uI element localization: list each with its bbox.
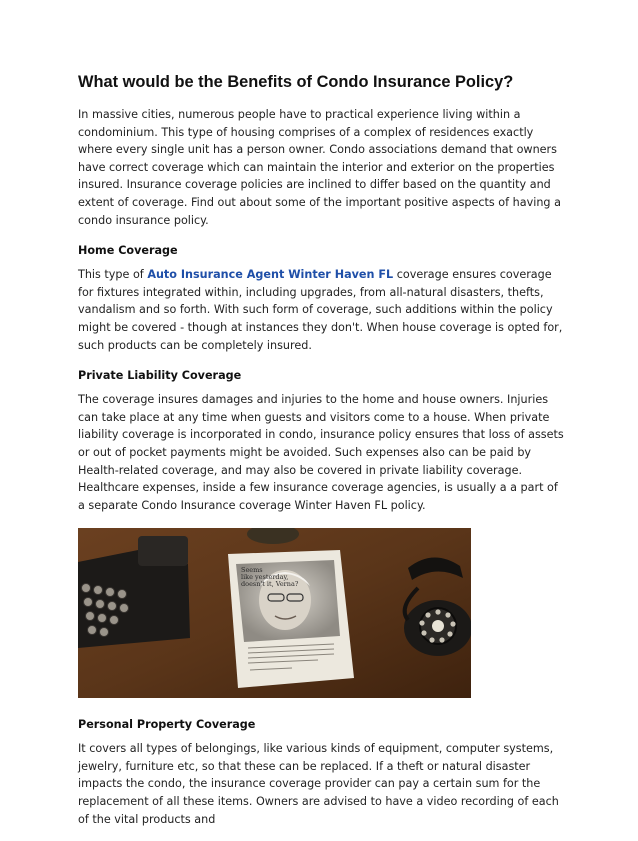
vintage-ad-photo <box>78 528 471 698</box>
ad-headline-line1: Seems <box>241 566 263 575</box>
home-coverage-text-end: coverage ensures coverage for fixtures integrated within, including upgrades, from all-natural disasters, thefts, vandalism and so forth. With such form of coverage, such additions within the policy might be covered - though at instances they don't. When house coverage is opted for, such products can be completely insured. <box>78 268 563 352</box>
auto-insurance-agent-link[interactable]: Auto Insurance Agent Winter Haven FL <box>147 268 394 282</box>
private-liability-paragraph: The coverage insures damages and injuries to the home and house owners. Injuries can take place at any time when guests and visitors come to a house. When private liability coverage is incorporated in condo, insurance policy ensures that loss of assets or out of pocket payments might be avoided. Such expenses also can be paid by Health-related coverage, and may also be covered in private liability coverage. Healthcare expenses, inside a few insurance coverage agencies, is usually a a part of a separate Condo Insurance coverage Winter Haven FL policy. <box>78 393 564 512</box>
article <box>78 72 568 841</box>
ad-headline-line2: like yesterday, <box>241 573 289 582</box>
magazine-advertisement <box>228 550 354 688</box>
section-heading-home-coverage: Home Coverage <box>78 244 178 258</box>
section-heading-personal-property: Personal Property Coverage <box>78 718 256 732</box>
page-title: What would be the Benefits of Condo Insurance Policy? <box>78 73 514 91</box>
ad-headline-line3: doesn't it, Verna? <box>241 580 299 589</box>
intro-paragraph: In massive cities, numerous people have to practical experience living within a condominium. This type of housing comprises of a complex of residences exactly where every single unit has a person owner. Condo associations demand that owners have correct coverage which can maintain the interior and exterior on the properties insured. Insurance coverage policies are inclined to differ based on the quantity and extent of coverage. Find out about some of the important positive aspects of having a condo insurance policy. <box>78 108 561 227</box>
desk-photo-illustration <box>78 528 471 698</box>
svg-text:doesn't it, Verna? <box>241 580 299 588</box>
home-coverage-paragraph <box>78 266 568 354</box>
personal-property-paragraph: It covers all types of belongings, like various kinds of equipment, computer systems, jewelry, furniture etc, so that these can be replaced. If a theft or natural disaster impacts the condo, the insurance coverage provider can pay a certain sum for the replacement of all these items. Owners are advised to have a video recording of each of the vital products and <box>78 742 559 826</box>
home-coverage-text-start: This type of <box>78 268 148 282</box>
section-heading-private-liability: Private Liability Coverage <box>78 369 242 383</box>
